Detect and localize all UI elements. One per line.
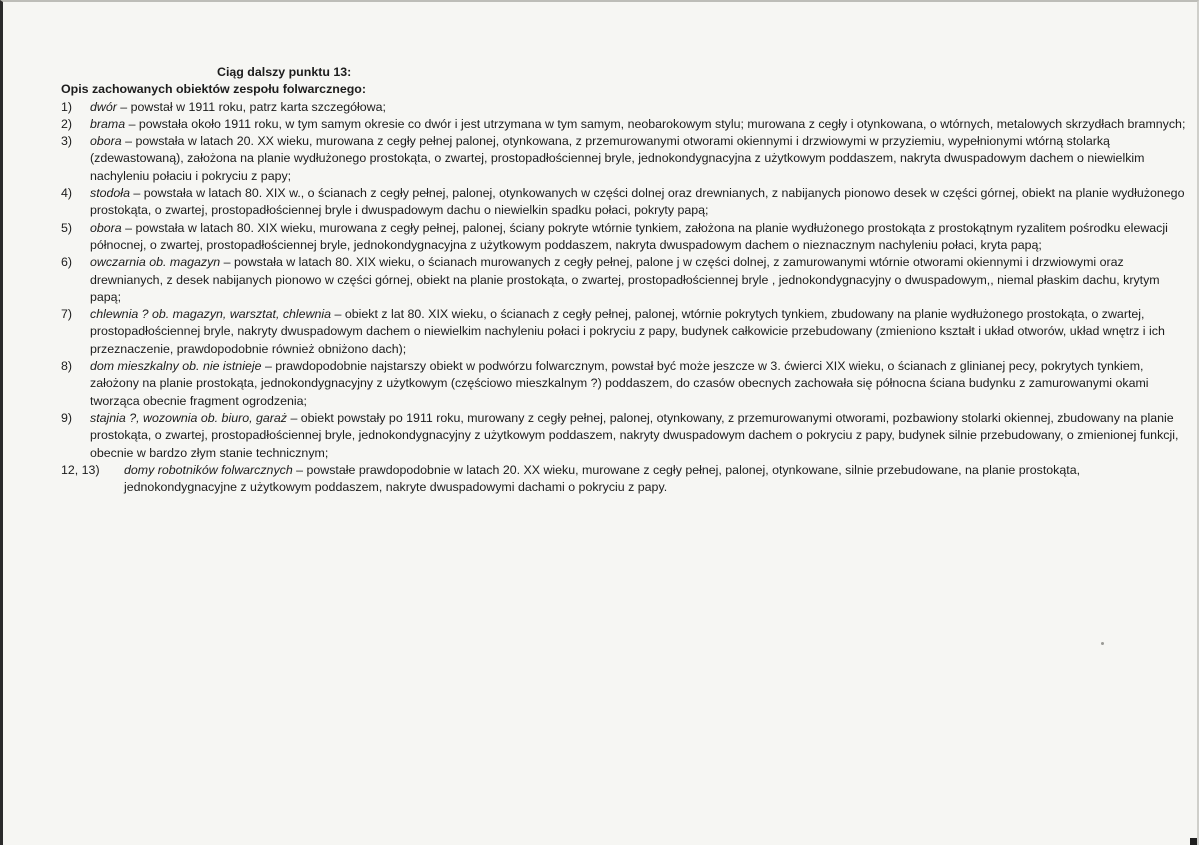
- item-body: [90, 99, 1186, 116]
- item-body: [90, 358, 1186, 410]
- object-name: owczarnia ob. magazyn: [90, 255, 221, 270]
- item-number: 12, 13): [61, 462, 100, 477]
- object-description: – prawdopodobnie najstarszy obiekt w podwórzu folwarcznym, powstał być może jeszcze w 3. ćwierci XIX wieku, o ścianach z glinianej pecy, pokrytych tynkiem, założony na planie prostokąta, jednokondygnacyjny z użytkowym (częściowo mieszkalnym ?) poddaszem, do czasów obecnych zachowała się północna ściana budynku z zamurowanymi okami tworząca obecnie fragment ogrodzenia;: [90, 359, 1149, 408]
- list-item: [61, 358, 1186, 410]
- scan-speck: [1101, 642, 1104, 645]
- object-description: – powstała w latach 80. XIX wieku, o ścianach murowanych z cegły pełnej, palone j w części dolnej, z zamurowanymi wtórnie otworami okiennymi i drzwiowymi oraz drewnianych, z desek nabijanych pionowo w części górnej, obiekt na planie prostokąta, o zwartej, prostopadłościennej bryle , jednokondygnacyjny o dwuspadowym,, niemal płaskim dachu, krytym papą;: [90, 255, 1160, 304]
- item-number: 9): [61, 410, 73, 425]
- object-name: brama: [90, 116, 126, 131]
- item-body: [90, 133, 1186, 185]
- item-number: 4): [61, 186, 73, 201]
- object-list: [61, 99, 1186, 497]
- list-item: [61, 185, 1186, 220]
- item-body: [90, 220, 1186, 255]
- list-item: [61, 462, 1186, 497]
- item-number: 2): [61, 116, 73, 131]
- object-name: domy robotników folwarcznych: [124, 462, 293, 477]
- item-number: 7): [61, 307, 73, 322]
- item-body: [90, 306, 1186, 358]
- object-description: – powstałe prawdopodobnie w latach 20. XX wieku, murowane z cegły pełnej, palonej, otynkowane, silnie przebudowane, na planie prostokąta, jednokondygnacyjne z użytkowym poddaszem, nakryte dwuspadowymi dachami o pokryciu z papy.: [124, 462, 1081, 495]
- object-name: dwór: [90, 99, 117, 114]
- item-number: 6): [61, 255, 73, 270]
- scan-corner-mark: [1190, 838, 1197, 845]
- list-item: [61, 220, 1186, 255]
- item-number: 5): [61, 220, 73, 235]
- document-subtitle: Ciąg dalszy punktu 13:: [217, 65, 352, 79]
- list-item: [61, 306, 1186, 358]
- object-name: dom mieszkalny ob. nie istnieje: [90, 359, 262, 374]
- item-body: [90, 116, 1186, 133]
- item-body: [90, 410, 1186, 462]
- object-name: stodoła: [90, 186, 130, 201]
- list-item: [61, 254, 1186, 306]
- object-description: – obiekt powstały po 1911 roku, murowany z cegły pełnej, palonej, otynkowany, z przemurowanymi otworami, pozbawiony stolarki okiennej, zbudowany na planie prostokąta, o zwartej, prostopadłościennej bryle, jednokondygnacyjny z użytkowym poddaszem, nakryty dwuspadowym dachem o pokryciu z papy, budynek silnie przebudowany, o zmienionej funkcji, obecnie w bardzo złym stanie technicznym;: [90, 410, 1179, 460]
- item-body: [90, 254, 1186, 306]
- item-number: 8): [61, 359, 73, 374]
- item-number: 1): [61, 99, 73, 114]
- object-description: – powstała w latach 20. XX wieku, murowana z cegły pełnej palonej, otynkowana, z przemurowanymi otworami okiennymi i drzwiowymi w przyziemiu, wypełnionymi wtórną stolarką (zdewastowaną), założona na planie wydłużonego prostokąta, o zwartej, prostopadłościennej bryle, jednokondygnacyjna z użytkowym poddaszem, nakryta dwuspadowym dachem o niewielkim nachyleniu połaciu i pokryciu z papy;: [90, 134, 1145, 183]
- item-body: [90, 185, 1186, 220]
- document-title: Opis zachowanych obiektów zespołu folwarcznego:: [61, 82, 366, 97]
- object-name: obora: [90, 134, 122, 149]
- object-description: – obiekt z lat 80. XIX wieku, o ścianach z cegły pełnej, palonej, wtórnie pokrytych tynkiem, zbudowany na planie wydłużonego prostokąta, o zwartej, prostopadłościennej bryle, nakryty dwuspadowym dachem o niewielkim nachyleniu połaci i pokryciu z papy, budynek całkowicie przebudowany (zmieniono kształt i układ otworów, układ wnętrz i ich przeznaczenie, prawdopodobnie również obniżono dach);: [90, 307, 1165, 356]
- item-body: [124, 462, 1186, 497]
- object-description: – powstała w latach 80. XIX w., o ścianach z cegły pełnej, palonej, otynkowanych w części dolnej oraz drewnianych, z nabijanych pionowo desek w części górnej, obiekt na planie wydłużonego prostokąta, o zwartej, prostopadłościennej bryle i dwuspadowym dachu o niewielkin spadku połaci, pokryty papą;: [90, 186, 1185, 218]
- object-name: chlewnia ? ob. magazyn, warsztat, chlewnia: [90, 307, 332, 322]
- object-description: – powstała w latach 80. XIX wieku, murowana z cegły pełnej, palonej, ściany pokryte wtórnie tynkiem, założona na planie wydłużonego prostokąta z prostokątnym ryzalitem pośrodku elewacji północnej, o zwartej, prostopadłościennej bryle, jednokondygnacyjna z użytkowym poddaszem, nakryta dwuspadowym dachem o nieznacznym nachyleniu połaci, kryta papą;: [90, 220, 1168, 252]
- object-name: obora: [90, 220, 122, 235]
- list-item: [61, 133, 1186, 185]
- object-name: stajnia ?, wozownia ob. biuro, garaż: [90, 410, 287, 425]
- list-item: [61, 116, 1186, 133]
- list-item: [61, 410, 1186, 462]
- object-description: – powstała około 1911 roku, w tym samym okresie co dwór i jest utrzymana w tym samym, neobarokowym stylu; murowana z cegły i otynkowana, o wtórnych, metalowych skrzydłach bramnych;: [125, 116, 1186, 131]
- list-item: [61, 99, 1186, 116]
- item-number: 3): [61, 134, 73, 149]
- document-body: [61, 64, 1186, 496]
- object-description: – powstał w 1911 roku, patrz karta szczegółowa;: [116, 99, 386, 114]
